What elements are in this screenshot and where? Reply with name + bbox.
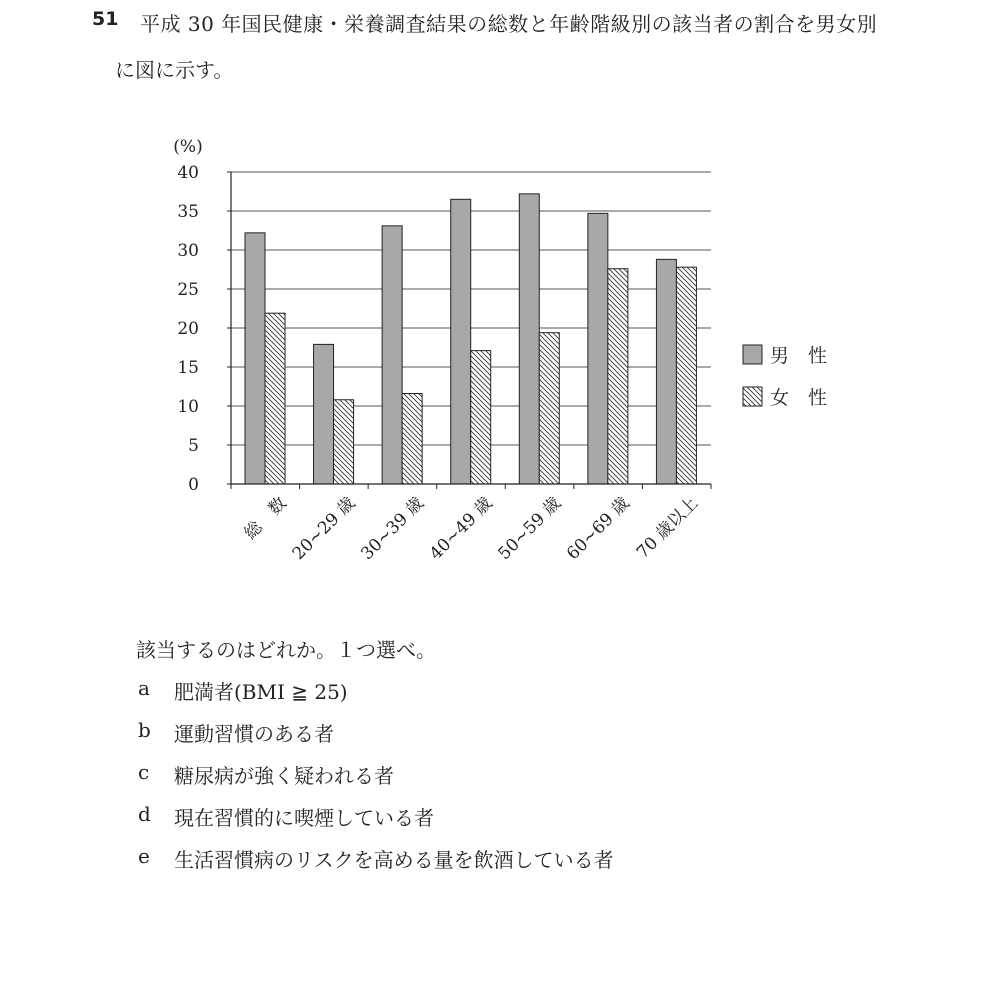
choice-letter: e [138, 844, 150, 868]
x-tick-label: 70 歳以上 [632, 493, 703, 563]
x-tick-label: 総 数 [240, 493, 291, 544]
y-tick-label: 20 [177, 319, 199, 339]
legend-swatch-female [743, 387, 762, 406]
y-axis-label: (%) [173, 137, 203, 157]
choice-text: 肥満者(BMI ≧ 25) [174, 680, 348, 704]
y-tick-label: 15 [177, 358, 199, 378]
choice-letter: b [138, 718, 151, 742]
legend-label-male: 男 性 [770, 345, 828, 367]
x-tick-label: 50~59 歳 [494, 493, 566, 565]
y-tick-label: 0 [188, 475, 199, 495]
bar-male-0 [245, 233, 265, 484]
x-tick-label: 30~39 歳 [357, 493, 428, 565]
x-tick-label: 60~69 歳 [563, 493, 634, 565]
bar-male-5 [588, 213, 608, 484]
choice-c [138, 760, 614, 802]
choice-letter: c [138, 760, 150, 784]
bar-female-2 [402, 394, 422, 484]
y-tick-label: 30 [177, 241, 199, 261]
bar-male-1 [314, 344, 334, 484]
y-tick-label: 5 [188, 436, 199, 456]
y-tick-label: 10 [177, 397, 199, 417]
choice-d [138, 802, 614, 844]
y-tick-label: 25 [177, 280, 199, 300]
bar-male-2 [382, 226, 402, 484]
bar-female-5 [608, 269, 628, 484]
choice-a [138, 676, 614, 718]
question-stem-line1: 平成 30 年国民健康・栄養調査結果の総数と年齢階級別の該当者の割合を男女別 [140, 12, 878, 36]
bar-female-3 [471, 351, 491, 484]
legend-label-female: 女 性 [770, 387, 828, 409]
bar-female-0 [265, 313, 285, 484]
choice-text: 生活習慣病のリスクを高める量を飲酒している者 [174, 848, 614, 872]
legend [743, 345, 827, 409]
bars [245, 194, 696, 484]
question-stem-line2: に図に示す。 [115, 58, 234, 82]
question-prompt: 該当するのはどれか。１つ選べ。 [136, 638, 436, 662]
question-number: 51 [92, 8, 119, 30]
choice-letter: d [138, 802, 151, 826]
bar-male-6 [656, 259, 676, 484]
bar-male-4 [519, 194, 539, 484]
choice-e [138, 844, 614, 886]
legend-swatch-male [743, 345, 762, 364]
bar-female-4 [539, 333, 559, 484]
choice-text: 糖尿病が強く疑われる者 [174, 764, 394, 788]
x-tick-label: 40~49 歳 [425, 493, 497, 565]
choice-text: 運動習慣のある者 [174, 722, 334, 746]
choice-b [138, 718, 614, 760]
answer-choices [138, 676, 614, 886]
x-tick-label: 20~29 歳 [288, 493, 360, 565]
bar-female-1 [334, 400, 354, 484]
choice-text: 現在習慣的に喫煙している者 [174, 806, 434, 830]
choice-letter: a [138, 676, 150, 700]
y-tick-label: 40 [177, 163, 199, 183]
bar-female-6 [676, 267, 696, 484]
y-tick-label: 35 [177, 202, 199, 222]
bar-male-3 [451, 199, 471, 484]
